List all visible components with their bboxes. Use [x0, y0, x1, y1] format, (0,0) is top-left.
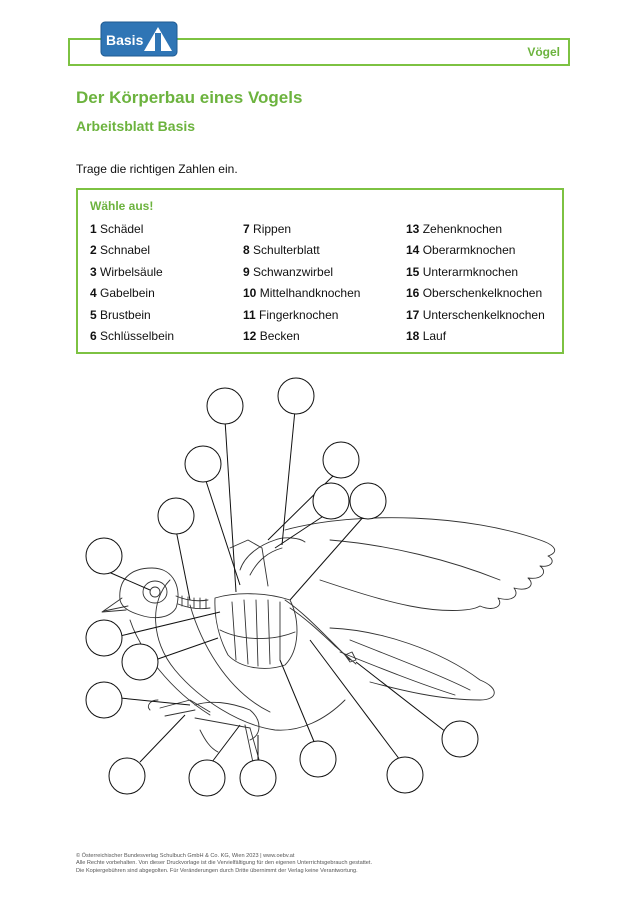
logo-text: Basis [106, 32, 144, 48]
word-item: 8 Schulterblatt [243, 243, 320, 258]
leader-line [280, 660, 315, 744]
answer-circle[interactable] [122, 644, 158, 680]
word-item: 1 Schädel [90, 222, 144, 236]
answer-circle[interactable] [350, 483, 386, 519]
word-item: 7 Rippen [243, 222, 292, 236]
instruction-text: Trage die richtigen Zahlen ein. [76, 162, 238, 176]
answer-circle[interactable] [109, 758, 145, 794]
answer-circles [86, 378, 478, 796]
answer-circle[interactable] [189, 760, 225, 796]
word-item: 5 Brustbein [90, 307, 151, 322]
leader-line [205, 478, 240, 585]
leader-line [212, 725, 240, 762]
word-item: 10 Mittelhandknochen [243, 286, 361, 301]
word-column-1 [90, 222, 174, 350]
word-item: 16 Oberschenkelknochen [406, 286, 543, 301]
answer-circle[interactable] [86, 620, 122, 656]
word-box-title: Wähle aus! [90, 199, 154, 213]
word-column-3 [406, 222, 545, 350]
word-item: 4 Gabelbein [90, 286, 155, 301]
basis-logo [100, 21, 178, 57]
answer-circle[interactable] [313, 483, 349, 519]
answer-circle[interactable] [323, 442, 359, 478]
word-item: 12 Becken [243, 328, 300, 343]
answer-circle[interactable] [442, 721, 478, 757]
answer-circle[interactable] [300, 741, 336, 777]
answer-circle[interactable] [240, 760, 276, 796]
leader-line [140, 715, 185, 762]
leader-line [120, 612, 220, 636]
answer-circle[interactable] [158, 498, 194, 534]
leader-line [290, 515, 365, 600]
leader-line [275, 515, 325, 548]
word-item: 14 Oberarmknochen [406, 243, 516, 258]
word-column-2 [243, 222, 360, 350]
word-item: 18 Lauf [406, 328, 447, 343]
leader-line [356, 662, 446, 732]
word-item: 9 Schwanzwirbel [243, 264, 334, 279]
answer-circle[interactable] [207, 388, 243, 424]
header-topic: Vögel [527, 45, 560, 59]
word-item: 11 Fingerknochen [243, 307, 339, 322]
answer-circle[interactable] [86, 682, 122, 718]
leader-line [120, 698, 190, 705]
word-item: 13 Zehenknochen [406, 222, 503, 236]
word-item: 2 Schnabel [90, 243, 151, 258]
bird-skeleton-diagram [0, 370, 640, 810]
footer-copyright: © Österreichischer Bundesverlag Schulbuch GmbH & Co. KG, Wien 2023 | www.oebv.at Alle Rechte vorbehalten. Von dieser Druckvorlage ist die Vervielfältigung für den eigenen Unterrichtsgebrauch gestattet. Die Kopiergebühren sind abgegolten. Für Veränderungen durch Dritte übernimmt der Verlag keine Verantwortung. [76, 853, 373, 874]
page-title: Der Körperbau eines Vogels [76, 88, 303, 107]
word-item: 6 Schlüsselbein [90, 328, 175, 343]
page-subtitle: Arbeitsblatt Basis [76, 118, 196, 134]
answer-circle[interactable] [278, 378, 314, 414]
word-choice-box [76, 188, 564, 354]
answer-circle[interactable] [86, 538, 122, 574]
word-item: 15 Unterarmknochen [406, 264, 519, 279]
word-item: 17 Unterschenkelknochen [406, 307, 545, 322]
answer-circle[interactable] [185, 446, 221, 482]
answer-circle[interactable] [387, 757, 423, 793]
word-item: 3 Wirbelsäule [90, 264, 163, 279]
